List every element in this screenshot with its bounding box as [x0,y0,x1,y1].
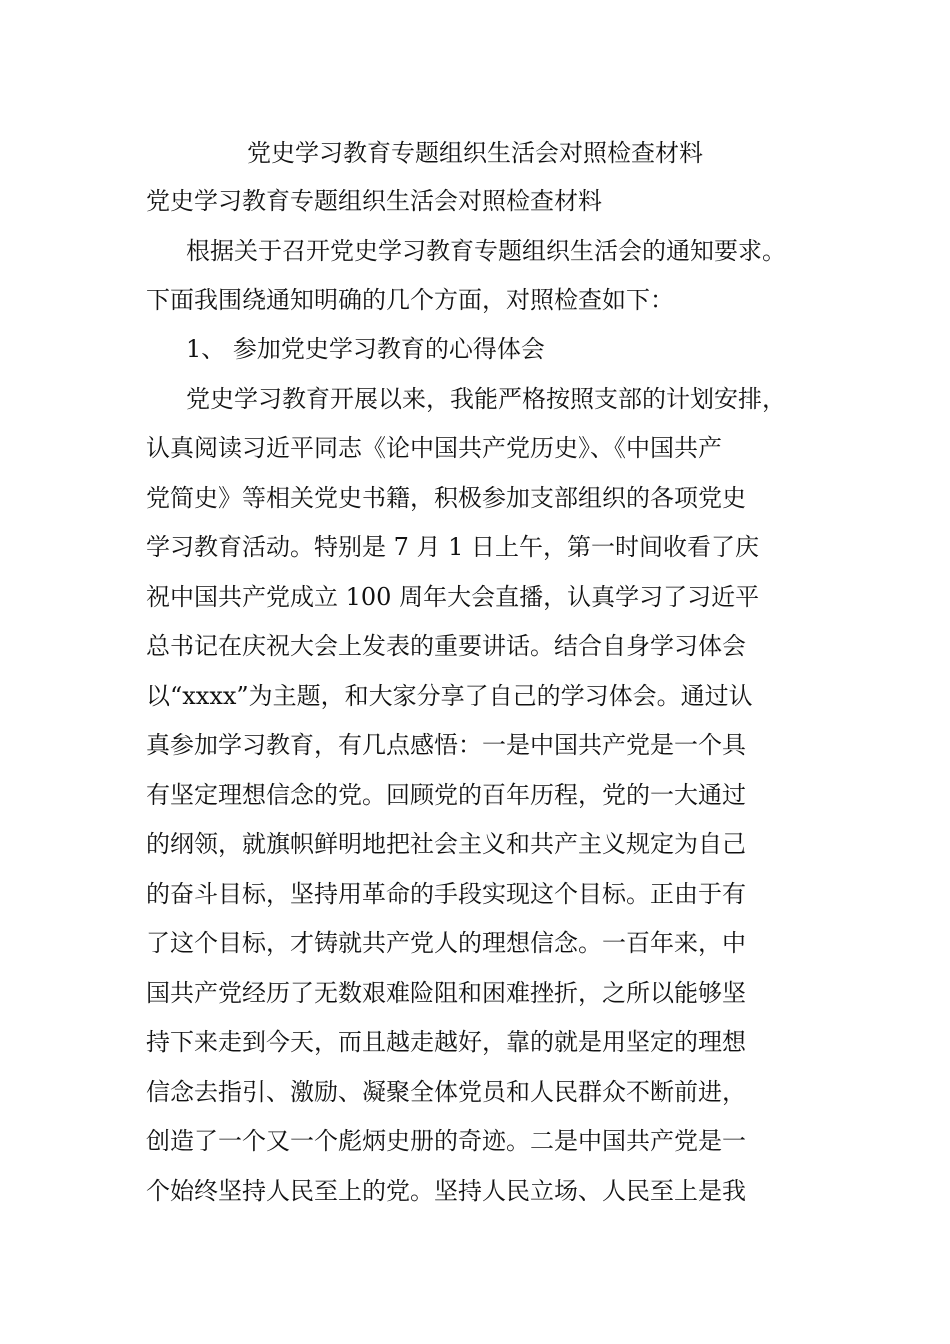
paragraph-body-line-9: 有坚定理想信念的党。回顾党的百年历程，党的一大通过 [146,781,746,809]
paragraph-body-line-8: 真参加学习教育，有几点感悟：一是中国共产党是一个具 [146,731,746,759]
paragraph-intro-line-1: 根据关于召开党史学习教育专题组织生活会的通知要求。 [186,237,786,265]
paragraph-body-line-6: 总书记在庆祝大会上发表的重要讲话。结合自身学习体会 [146,632,746,660]
paragraph-body-line-10: 的纲领，就旗帜鲜明地把社会主义和共产主义规定为自己 [146,830,746,858]
document-title: 党史学习教育专题组织生活会对照检查材料 [247,139,703,167]
paragraph-body-line-3: 党简史》等相关党史书籍，积极参加支部组织的各项党史 [146,484,746,512]
subtitle-line: 党史学习教育专题组织生活会对照检查材料 [146,187,602,215]
paragraph-body-line-11: 的奋斗目标，坚持用革命的手段实现这个目标。正由于有 [146,880,746,908]
paragraph-body-line-1: 党史学习教育开展以来，我能严格按照支部的计划安排， [186,385,786,413]
paragraph-body-line-17: 个始终坚持人民至上的党。坚持人民立场、人民至上是我 [146,1177,746,1205]
paragraph-body-line-12: 了这个目标，才铸就共产党人的理想信念。一百年来，中 [146,929,746,957]
paragraph-body-line-4: 学习教育活动。特别是 7 月 1 日上午，第一时间收看了庆 [146,533,760,561]
paragraph-body-line-5: 祝中国共产党成立 100 周年大会直播，认真学习了习近平 [146,583,760,611]
paragraph-body-line-7: 以“xxxx”为主题，和大家分享了自己的学习体会。通过认 [146,682,753,710]
paragraph-intro-line-2: 下面我围绕通知明确的几个方面，对照检查如下： [146,286,674,314]
paragraph-body-line-13: 国共产党经历了无数艰难险阻和困难挫折，之所以能够坚 [146,979,746,1007]
section-heading-1: 1、 参加党史学习教育的心得体会 [186,335,545,363]
paragraph-body-line-15: 信念去指引、激励、凝聚全体党员和人民群众不断前进， [146,1078,746,1106]
paragraph-body-line-14: 持下来走到今天，而且越走越好，靠的就是用坚定的理想 [146,1028,746,1056]
paragraph-body-line-2: 认真阅读习近平同志《论中国共产党历史》、《中国共产 [146,434,722,462]
paragraph-body-line-16: 创造了一个又一个彪炳史册的奇迹。二是中国共产党是一 [146,1127,746,1155]
